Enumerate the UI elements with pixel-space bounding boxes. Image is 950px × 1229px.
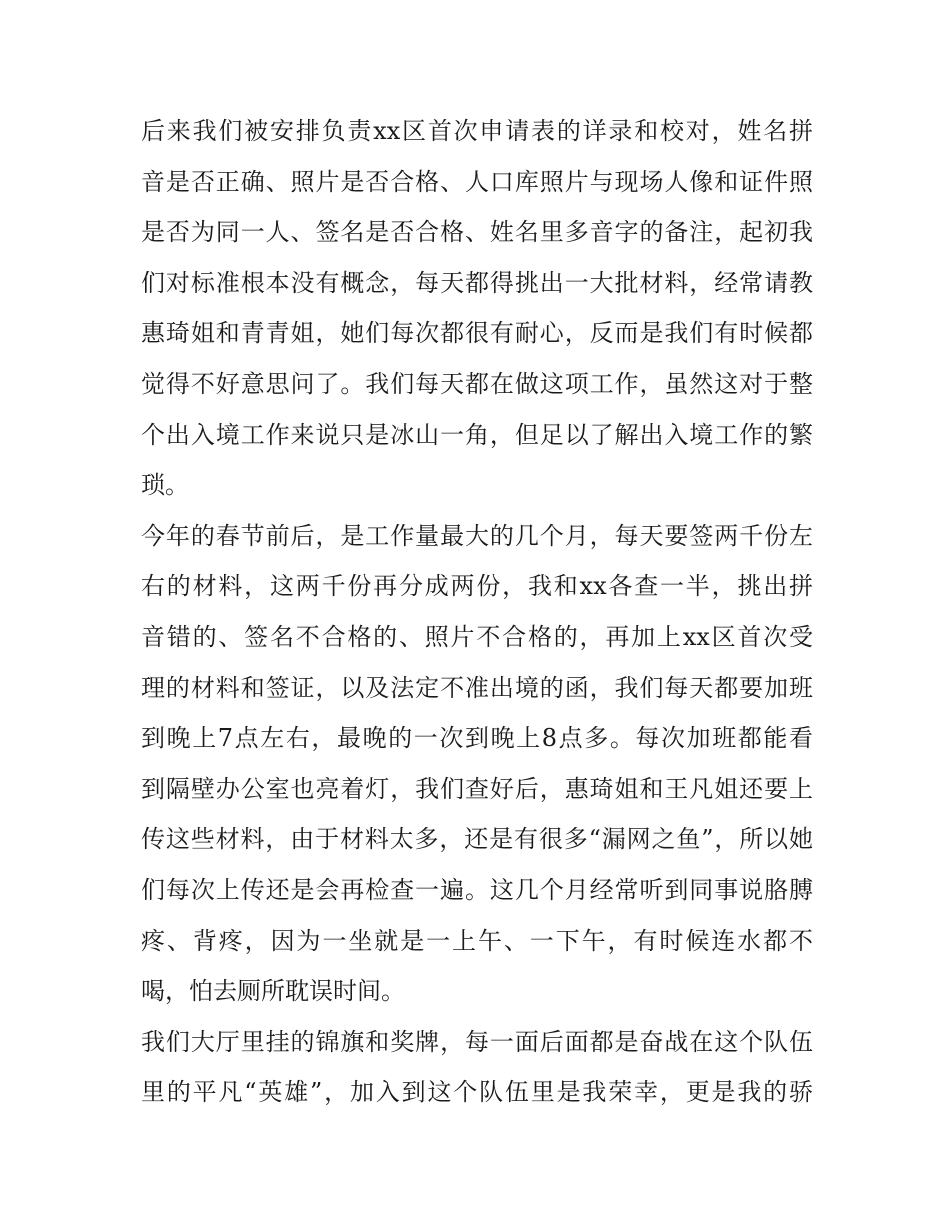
text-line: 音是否正确、照片是否合格、人口库照片与现场人像和证件照 [141, 167, 813, 196]
text-line: 惠琦姐和青青姐，她们每次都很有耐心，反而是我们有时候都 [141, 319, 813, 348]
text-line: 们对标准根本没有概念，每天都得挑出一大批材料，经常请教 [141, 268, 813, 297]
paragraph-1 [141, 106, 813, 511]
paragraph-2 [141, 511, 813, 1017]
text-line: 琐。 [141, 471, 189, 500]
document-body [141, 106, 813, 1118]
text-line: 到隔壁办公室也亮着灯，我们查好后，惠琦姐和王凡姐还要上 [141, 774, 813, 803]
text-line: 我们大厅里挂的锦旗和奖牌，每一面后面都是奋战在这个队伍 [141, 1027, 813, 1056]
paragraph-3 [141, 1017, 813, 1118]
text-line: 里的平凡“英雄”，加入到这个队伍里是我荣幸，更是我的骄 [141, 1078, 813, 1107]
text-line: 传这些材料，由于材料太多，还是有很多“漏网之鱼”，所以她 [141, 825, 813, 854]
text-line: 右的材料，这两千份再分成两份，我和xx各查一半，挑出拼 [141, 572, 813, 601]
text-line: 音错的、签名不合格的、照片不合格的，再加上xx区首次受 [141, 622, 813, 651]
text-line: 后来我们被安排负责xx区首次申请表的详录和校对，姓名拼 [141, 117, 813, 145]
text-line: 是否为同一人、签名是否合格、姓名里多音字的备注，起初我 [141, 218, 813, 247]
text-line: 喝，怕去厕所耽误时间。 [141, 977, 405, 1006]
text-line: 理的材料和签证，以及法定不准出境的函，我们每天都要加班 [141, 673, 813, 702]
text-line: 个出入境工作来说只是冰山一角，但足以了解出入境工作的繁 [141, 420, 813, 449]
text-line: 们每次上传还是会再检查一遍。这几个月经常听到同事说胳膊 [141, 875, 813, 904]
text-line: 今年的春节前后，是工作量最大的几个月，每天要签两千份左 [141, 521, 813, 550]
text-line: 觉得不好意思问了。我们每天都在做这项工作，虽然这对于整 [141, 369, 813, 398]
text-line: 疼、背疼，因为一坐就是一上午、一下午，有时候连水都不 [141, 926, 813, 955]
text-line: 到晚上7点左右，最晚的一次到晚上8点多。每次加班都能看 [141, 724, 813, 753]
